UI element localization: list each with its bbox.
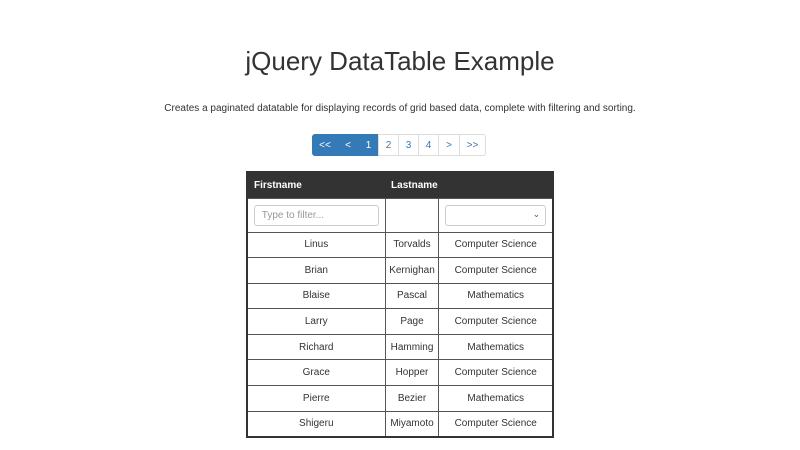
table-row (247, 283, 553, 309)
cell-lastname: Bezier (385, 386, 439, 412)
cell-firstname: Richard (247, 334, 385, 360)
table-row (247, 334, 553, 360)
header-department[interactable] (439, 172, 553, 198)
table-row (247, 386, 553, 412)
firstname-filter-input[interactable] (254, 205, 379, 226)
cell-department: Mathematics (439, 283, 553, 309)
filter-cell-department (439, 198, 553, 232)
cell-department: Computer Science (439, 258, 553, 284)
cell-department: Computer Science (439, 232, 553, 258)
table-row (247, 309, 553, 335)
table-row (247, 360, 553, 386)
pagination (312, 134, 486, 156)
page-3-button[interactable]: 3 (398, 134, 419, 156)
table-row (247, 258, 553, 284)
cell-lastname: Torvalds (385, 232, 439, 258)
filter-cell-firstname (247, 198, 385, 232)
table-row (247, 411, 553, 437)
last-page-button[interactable]: >> (459, 134, 486, 156)
cell-firstname: Shigeru (247, 411, 385, 437)
header-firstname[interactable]: Firstname (247, 172, 385, 198)
page-description: Creates a paginated datatable for displaying records of grid based data, complete with filtering and sorting. (164, 103, 636, 114)
cell-firstname: Linus (247, 232, 385, 258)
header-row (247, 172, 553, 198)
next-page-button[interactable]: > (438, 134, 460, 156)
filter-cell-lastname (385, 198, 439, 232)
page-2-button[interactable]: 2 (378, 134, 399, 156)
cell-department: Computer Science (439, 411, 553, 437)
cell-lastname: Kernighan (385, 258, 439, 284)
cell-lastname: Page (385, 309, 439, 335)
cell-firstname: Brian (247, 258, 385, 284)
cell-department: Computer Science (439, 309, 553, 335)
cell-firstname: Larry (247, 309, 385, 335)
page-4-button[interactable]: 4 (418, 134, 439, 156)
first-page-button[interactable]: << (312, 134, 338, 156)
cell-lastname: Hamming (385, 334, 439, 360)
data-table (246, 171, 554, 438)
cell-department: Mathematics (439, 386, 553, 412)
header-lastname[interactable]: Lastname (385, 172, 439, 198)
cell-firstname: Pierre (247, 386, 385, 412)
cell-lastname: Pascal (385, 283, 439, 309)
table-row (247, 232, 553, 258)
page-title: jQuery DataTable Example (245, 46, 555, 76)
department-filter-select[interactable] (445, 205, 546, 226)
cell-lastname: Miyamoto (385, 411, 439, 437)
cell-firstname: Grace (247, 360, 385, 386)
filter-row (247, 198, 553, 232)
prev-page-button[interactable]: < (337, 134, 359, 156)
cell-department: Mathematics (439, 334, 553, 360)
cell-department: Computer Science (439, 360, 553, 386)
page-1-button[interactable]: 1 (358, 134, 379, 156)
cell-lastname: Hopper (385, 360, 439, 386)
chevron-down-icon: ⌄ (532, 208, 541, 219)
cell-firstname: Blaise (247, 283, 385, 309)
